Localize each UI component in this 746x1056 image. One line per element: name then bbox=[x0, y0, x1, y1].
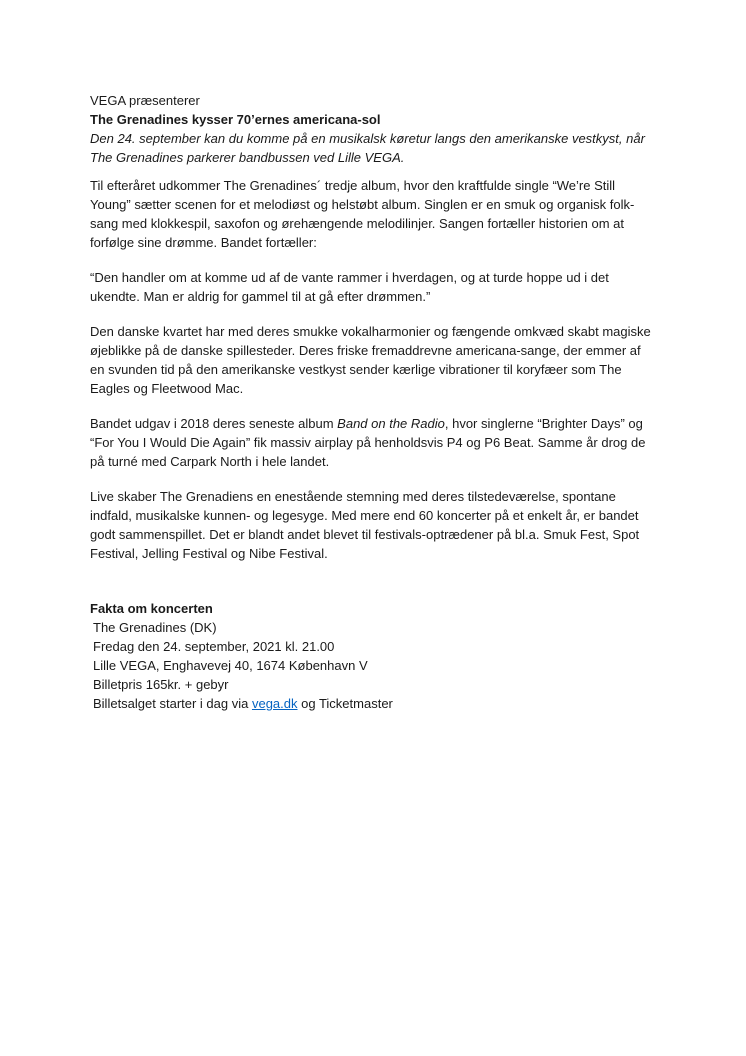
facts-ticket-sale bbox=[93, 694, 658, 713]
paragraph-album: Til efteråret udkommer The Grenadines´ tredje album, hvor den kraftfulde single “We’re Still Young” sætter scenen for et melodiøst og helstøbt album. Singlen er en smuk og organisk folk-sang med klokkespil, saxofon og ørehængende melodilinjer. Sangen fortæller historien om at forfølge sine drømme. Bandet fortæller: bbox=[90, 178, 635, 250]
facts-title: Fakta om koncerten bbox=[90, 601, 213, 616]
lead-paragraph: Den 24. september kan du komme på en musikalsk køretur langs den amerikanske vestkyst, når The Grenadines parkerer bandbussen ved Lille VEGA. bbox=[90, 131, 645, 165]
facts-list bbox=[90, 618, 658, 713]
album-title: Band on the Radio bbox=[337, 416, 445, 431]
press-release bbox=[90, 91, 658, 713]
paragraph-previous-album bbox=[90, 414, 658, 471]
facts-artist: The Grenadines (DK) bbox=[93, 620, 217, 635]
facts-price: Billetpris 165kr. + gebyr bbox=[93, 677, 229, 692]
facts-date: Fredag den 24. september, 2021 kl. 21.00 bbox=[93, 639, 335, 654]
facts-sale-suffix: og Ticketmaster bbox=[297, 696, 393, 711]
paragraph-quartet: Den danske kvartet har med deres smukke vokalharmonier og fængende omkvæd skabt magiske øjeblikke på de danske spillesteder. Deres friske fremaddrevne americana-sange, der emmer af en svunden tid på den amerikanske vestkyst sender kærlige vibrationer til koryfæer som The Eagles og Fleetwood Mac. bbox=[90, 324, 651, 396]
vega-link[interactable]: vega.dk bbox=[251, 696, 298, 711]
paragraph-live: Live skaber The Grenadiens en enestående stemning med deres tilstedeværelse, spontane indfald, musikalske kunnen- og legesyge. Med mere end 60 koncerter på et enkelt år, er bandet godt sammenspillet. Det er blandt andet blevet til festivals-optrædener på bl.a. Smuk Fest, Spot Festival, Jelling Festival og Nibe Festival. bbox=[90, 489, 640, 561]
band-quote: “Den handler om at komme ud af de vante rammer i hverdagen, og at turde hoppe ud i det ukendte. Man er aldrig for gammel til at gå efter drømmen.” bbox=[90, 270, 609, 304]
paragraph-previous-album-end: , hvor singlerne “Brighter Days” og “For You I Would Die Again” fik massiv airplay på henholdsvis P4 og P6 Beat. Samme år drog de på turné med Carpark North i hele landet. bbox=[90, 416, 646, 469]
paragraph-previous-album-start: Bandet udgav i 2018 deres seneste album bbox=[90, 416, 338, 431]
facts-sale-prefix: Billetsalget starter i dag via bbox=[93, 696, 252, 711]
facts-venue: Lille VEGA, Enghavevej 40, 1674 København V bbox=[93, 658, 368, 673]
presenter-line: VEGA præsenterer bbox=[90, 93, 200, 108]
headline: The Grenadines kysser 70’ernes americana-sol bbox=[90, 112, 381, 127]
